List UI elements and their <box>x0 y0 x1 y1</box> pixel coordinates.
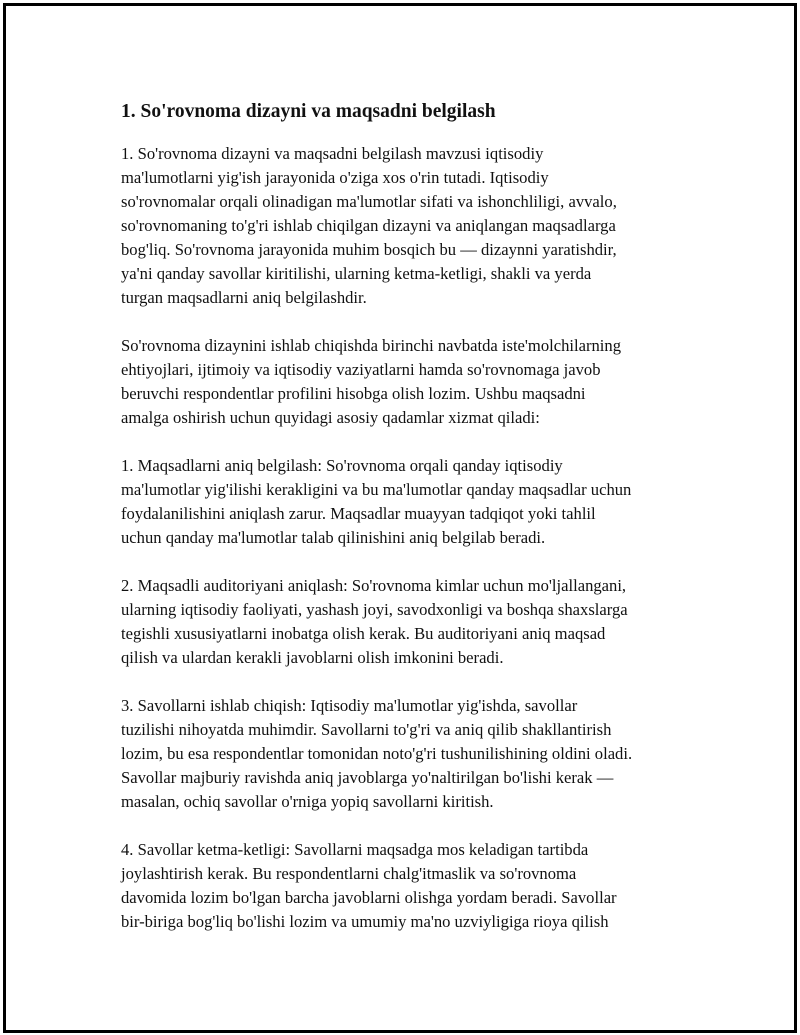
text-line: qilish va ulardan kerakli javoblarni olish imkonini beradi. <box>121 648 504 667</box>
paragraph <box>121 694 701 814</box>
paragraph <box>121 574 701 670</box>
text-line: bog'liq. So'rovnoma jarayonida muhim bosqich bu — dizaynni yaratishdir, <box>121 240 617 259</box>
text-line: masalan, ochiq savollar o'rniga yopiq savollarni kiritish. <box>121 792 494 811</box>
text-line: 2. Maqsadli auditoriyani aniqlash: So'rovnoma kimlar uchun mo'ljallangani, <box>121 576 627 595</box>
text-line: ya'ni qanday savollar kiritilishi, ularning ketma-ketligi, shakli va yerda <box>121 264 592 283</box>
text-line: uchun qanday ma'lumotlar talab qilinishini aniq belgilab beradi. <box>121 528 546 547</box>
text-line: lozim, bu esa respondentlar tomonidan noto'g'ri tushunilishining oldini oladi. <box>121 744 633 763</box>
text-line: So'rovnoma dizaynini ishlab chiqishda birinchi navbatda iste'molchilarning <box>121 336 622 355</box>
text-line: ma'lumotlarni yig'ish jarayonida o'ziga xos o'rin tutadi. Iqtisodiy <box>121 168 549 187</box>
text-line: bir-biriga bog'liq bo'lishi lozim va umumiy ma'no uzviyligiga rioya qilish <box>121 912 609 931</box>
text-line: turgan maqsadlarni aniq belgilashdir. <box>121 288 367 307</box>
text-line: 1. Maqsadlarni aniq belgilash: So'rovnoma orqali qanday iqtisodiy <box>121 456 563 475</box>
page-frame <box>3 3 797 1033</box>
text-line: tegishli xususiyatlarni inobatga olish kerak. Bu auditoriyani aniq maqsad <box>121 624 606 643</box>
text-line: 3. Savollarni ishlab chiqish: Iqtisodiy ma'lumotlar yig'ishda, savollar <box>121 696 578 715</box>
paragraph <box>121 334 701 430</box>
text-line: tuzilishi nihoyatda muhimdir. Savollarni to'g'ri va aniq qilib shakllantirish <box>121 720 612 739</box>
paragraph <box>121 142 701 310</box>
text-line: foydalanilishini aniqlash zarur. Maqsadlar muayyan tadqiqot yoki tahlil <box>121 504 596 523</box>
text-line: Savollar majburiy ravishda aniq javoblarga yo'naltirilgan bo'lishi kerak — <box>121 768 614 787</box>
text-line: davomida lozim bo'lgan barcha javoblarni olishga yordam beradi. Savollar <box>121 888 617 907</box>
text-line: amalga oshirish uchun quyidagi asosiy qadamlar xizmat qiladi: <box>121 408 540 427</box>
paragraph <box>121 838 701 934</box>
paragraph-list <box>121 142 701 934</box>
text-line: ehtiyojlari, ijtimoiy va iqtisodiy vaziyatlarni hamda so'rovnomaga javob <box>121 360 601 379</box>
text-line: so'rovnomaning to'g'ri ishlab chiqilgan dizayni va aniqlangan maqsadlarga <box>121 216 616 235</box>
text-line: beruvchi respondentlar profilini hisobga olish lozim. Ushbu maqsadni <box>121 384 586 403</box>
section-heading: 1. So'rovnoma dizayni va maqsadni belgilash <box>121 101 496 122</box>
text-line: 1. So'rovnoma dizayni va maqsadni belgilash mavzusi iqtisodiy <box>121 144 544 163</box>
text-line: joylashtirish kerak. Bu respondentlarni chalg'itmaslik va so'rovnoma <box>121 864 577 883</box>
text-line: so'rovnomalar orqali olinadigan ma'lumotlar sifati va ishonchliligi, avvalo, <box>121 192 617 211</box>
paragraph <box>121 454 701 550</box>
text-line: ularning iqtisodiy faoliyati, yashash joyi, savodxonligi va boshqa shaxslarga <box>121 600 628 619</box>
text-line: ma'lumotlar yig'ilishi kerakligini va bu ma'lumotlar qanday maqsadlar uchun <box>121 480 632 499</box>
document-body <box>121 98 701 958</box>
text-line: 4. Savollar ketma-ketligi: Savollarni maqsadga mos keladigan tartibda <box>121 840 589 859</box>
